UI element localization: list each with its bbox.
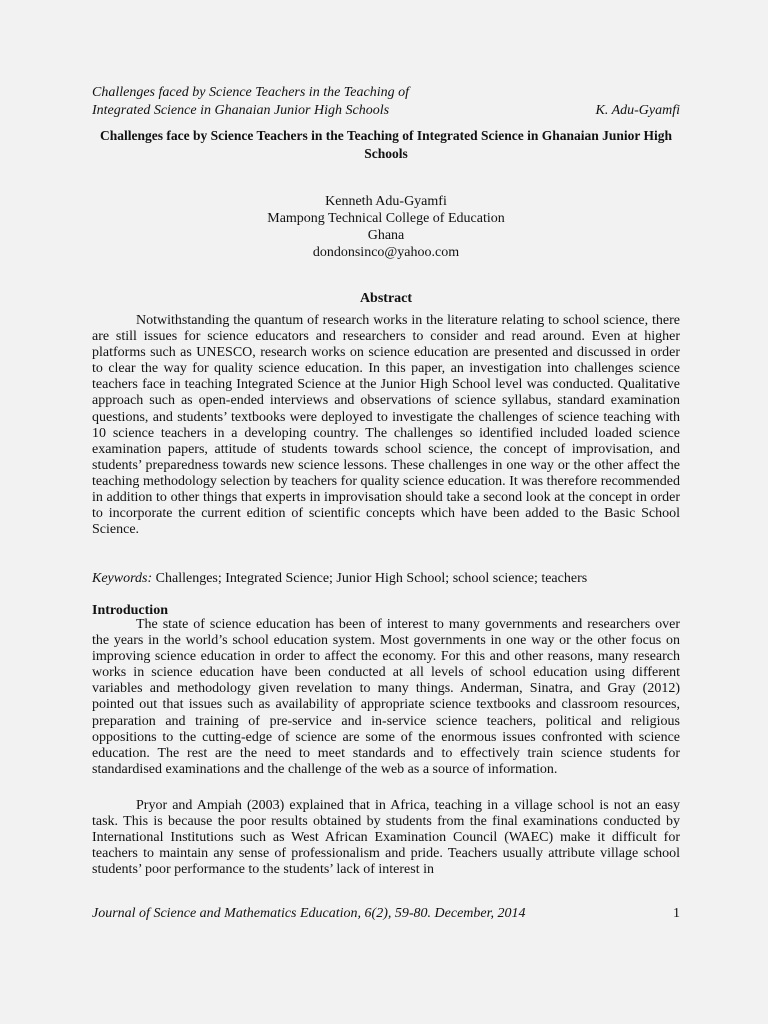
page-footer <box>92 906 680 922</box>
abstract-heading: Abstract <box>359 291 413 306</box>
keywords-label: Keywords: <box>92 571 153 586</box>
paper-title: Challenges face by Science Teachers in the Teaching of Integrated Science in Ghanaian Junior High Schools <box>99 128 673 161</box>
author-country: Ghana <box>367 228 405 243</box>
running-head-author: K. Adu-Gyamfi <box>595 103 680 118</box>
author-block <box>92 193 680 261</box>
introduction-heading: Introduction <box>92 603 168 618</box>
author-email: dondonsinco@yahoo.com <box>312 245 460 260</box>
author-affiliation: Mampong Technical College of Education <box>267 211 505 226</box>
page-number: 1 <box>673 906 680 921</box>
running-head-line-1: Challenges faced by Science Teachers in the Teaching of <box>92 85 410 100</box>
running-head-line-2: Integrated Science in Ghanaian Junior High Schools <box>92 103 390 118</box>
keywords <box>92 571 680 587</box>
introduction-paragraph-1: The state of science education has been of interest to many governments and researchers over the years in the world’s school education system. Most governments in one way or the other focus on improving science education in order to affect the economy. For this and other reasons, many research works in science education have been conducted at all levels of school education using different variables and methodology given revelation to many things. Anderman, Sinatra, and Gray (2012) pointed out that issues such as availability of appropriate science textbooks and classroom resources, preparation and training of pre-service and in-service science teachers, political and religious oppositions to the cutting-edge of science are some of the enormous issues confronted with science education. The rest are the need to meet standards and to effectively train science students for standardised examinations and the challenge of the web as a source of information. <box>92 617 680 777</box>
introduction-paragraph-2: Pryor and Ampiah (2003) explained that in Africa, teaching in a village school is not an easy task. This is because the poor results obtained by students from the final examinations conducted by International Institutions such as West African Examination Council (WAEC) make it difficult for teachers to maintain any sense of professionalism and pride. Teachers usually attribute village school students’ poor performance to the students’ lack of interest in <box>92 798 680 878</box>
abstract-text: Notwithstanding the quantum of research works in the literature relating to school science, there are still issues for science educators and researchers to consider and read around. Even at higher platforms such as UNESCO, research works on science education are presented and discussed in order to clear the way for quality science education. In this paper, an investigation into challenges science teachers face in teaching Integrated Science at the Junior High School level was conducted. Qualitative approach such as open-ended interviews and observations of science syllabus, standard examination questions, and students’ textbooks were deployed to investigate the challenges of science teaching with 10 science teachers in a developing country. The challenges so identified included loaded science examination papers, attitude of students towards school science, the concept of improvisation, and students’ preparedness towards new science lessons. These challenges in one way or the other affect the teaching methodology selection by teachers for quality science education. It was therefore recommended in addition to other things that experts in improvisation should take a second look at the concept in order to incorporate the current edition of scientific concepts which have been added to the Basic School Science. <box>92 313 680 538</box>
footer-journal-citation: Journal of Science and Mathematics Education, 6(2), 59-80. December, 2014 <box>92 906 526 921</box>
keywords-text: Challenges; Integrated Science; Junior High School; school science; teachers <box>155 571 588 586</box>
author-name: Kenneth Adu-Gyamfi <box>325 194 447 209</box>
running-head <box>92 84 680 120</box>
